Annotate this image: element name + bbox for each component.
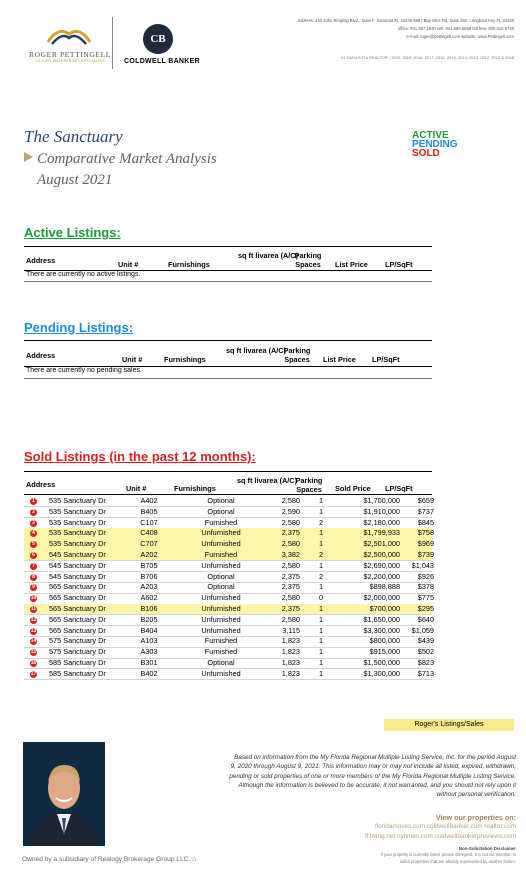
pending-col-parking: Parking Spaces (283, 346, 311, 364)
cell-address: 535 Sanctuary Dr (49, 496, 106, 505)
row-number-badge: 7 (30, 563, 37, 570)
table-row (24, 539, 432, 550)
row-number-badge: 13 (30, 627, 37, 634)
non-solicitation-line1: If your property is currently listed, please disregard. It is not our intention to (380, 852, 516, 857)
table-row (24, 528, 432, 539)
awards-line: #1 SARASOTA REALTOR - 2020, 2019, 2018, 2017, 2016, 2015, 2014, 2013, 2012, 2010 & 2008 (341, 55, 514, 60)
cell-furnishings: Optional (207, 571, 235, 581)
cell-unit: A303 (140, 647, 158, 657)
table-row (24, 593, 432, 604)
ownership-notice (22, 856, 196, 863)
cell-ppsf: $659 (417, 496, 434, 505)
legend-pending: PENDING (412, 139, 458, 150)
cell-sqft: 2,580 (281, 539, 300, 549)
row-number-badge: 12 (30, 616, 37, 623)
contact-address: Address: 443 John Ringling Blvd., Suite F, Sarasota FL 34236 595 | Bay Isles Rd, Suite 250, Longboat Key FL 34228 (297, 18, 514, 23)
pending-bottom-rule (24, 378, 432, 379)
pending-col-furnishings: Furnishings (164, 355, 206, 364)
cell-unit: B301 (140, 658, 158, 667)
cell-ppsf: $739 (417, 550, 434, 559)
active-col-furnishings: Furnishings (168, 260, 210, 269)
cell-ppsf: $737 (417, 506, 434, 516)
active-empty-message: There are currently no active listings. (26, 271, 141, 278)
cell-unit: A103 (140, 636, 158, 646)
sold-col-sold-price: Sold Price (335, 484, 371, 493)
cell-sqft: 2,375 (281, 528, 300, 538)
pending-col-unit: Unit # (122, 355, 143, 364)
row-number-badge: 17 (30, 670, 37, 677)
active-col-list-price: List Price (335, 260, 368, 269)
cell-address: 575 Sanctuary Dr (49, 636, 106, 646)
cell-price: $1,500,000 (363, 658, 400, 667)
cell-unit: B705 (140, 560, 158, 570)
cell-ppsf: $926 (417, 571, 434, 581)
cell-sqft: 1,823 (281, 668, 300, 678)
cell-parking: 1 (318, 647, 324, 657)
active-col-unit: Unit # (118, 260, 139, 269)
cell-unit: B205 (140, 614, 158, 624)
row-number-badge: 5 (30, 541, 37, 548)
row-separator (24, 679, 432, 680)
cell-furnishings: Optional (207, 658, 235, 667)
cell-price: $915,000 (369, 647, 400, 657)
cell-price: $1,910,000 (363, 506, 400, 516)
row-number-badge: 16 (30, 660, 37, 666)
table-row (24, 561, 432, 572)
cell-parking: 1 (318, 658, 324, 667)
brand-tagline: LUXURY WATERFRONT SPECIALIST (35, 59, 105, 63)
row-number-badge: 4 (30, 530, 37, 537)
cell-address: 535 Sanctuary Dr (49, 517, 106, 527)
table-row (24, 604, 432, 615)
contact-phones: office: 941.387.1840 cell: 941.586.6668 toll free: 800.910.8728 (397, 26, 514, 31)
sold-col-parking: Parking Spaces (295, 476, 323, 494)
cell-furnishings: Optional (207, 582, 235, 592)
cell-unit: B106 (140, 604, 158, 613)
pending-empty-message: There are currently no pending sales. (26, 367, 142, 374)
cell-ppsf: $1,043 (411, 560, 434, 570)
cell-ppsf: $1,059 (411, 625, 434, 635)
cell-price: $1,799,933 (363, 528, 400, 538)
cell-furnishings: Unfurnished (201, 614, 241, 624)
cell-sqft: 2,375 (281, 582, 300, 592)
cell-address: 545 Sanctuary Dr (49, 571, 106, 581)
table-row (24, 647, 432, 658)
table-row (24, 626, 432, 637)
agent-portrait-icon (23, 742, 105, 846)
cell-parking: 1 (318, 636, 324, 646)
cell-sqft: 2,580 (281, 614, 300, 624)
row-number-badge: 3 (30, 520, 37, 527)
cell-sqft: 1,823 (281, 647, 300, 657)
cell-furnishings: Furnished (204, 647, 238, 657)
sold-col-sqft: sq ft livarea (A/C) (236, 476, 297, 485)
table-row (24, 518, 432, 529)
cell-parking: 1 (318, 604, 324, 613)
cell-address: 565 Sanctuary Dr (49, 593, 106, 603)
cell-sqft: 1,823 (281, 658, 300, 667)
brand-name: ROGER PETTINGELL (29, 50, 111, 59)
cell-sqft: 2,580 (281, 560, 300, 570)
table-row (24, 615, 432, 626)
cell-parking: 1 (318, 496, 324, 505)
cell-price: $700,000 (369, 604, 400, 613)
rogers-listings-legend: Roger's Listings/Sales (384, 719, 514, 731)
cell-sqft: 1,823 (281, 636, 300, 646)
non-solicitation-title: Non-Solicitation Disclaimer (458, 846, 516, 851)
cell-furnishings: Unfurnished (201, 528, 241, 538)
pending-col-address: Address (26, 351, 56, 360)
triangle-bullet-icon (24, 152, 33, 162)
cell-ppsf: $502 (417, 647, 434, 657)
cell-parking: 1 (318, 506, 324, 516)
equal-housing-icon: ⌂ (192, 856, 197, 863)
legend-sold: SOLD (412, 148, 440, 159)
table-row (24, 636, 432, 647)
row-number-badge: 1 (30, 498, 37, 505)
row-number-badge: 8 (30, 574, 37, 581)
active-bottom-rule (24, 281, 432, 282)
cell-sqft: 2,590 (281, 506, 300, 516)
pending-col-sqft: sq ft livarea (A/C) (225, 346, 286, 355)
cell-unit: A602 (140, 593, 158, 603)
cell-parking: 2 (318, 517, 324, 527)
report-subtitle (24, 151, 217, 168)
table-row (24, 582, 432, 593)
report-subtitle-text: Comparative Market Analysis (37, 151, 217, 167)
cell-unit: B402 (140, 668, 158, 678)
cell-sqft: 2,375 (281, 571, 300, 581)
report-title: The Sanctuary (24, 127, 123, 146)
cell-sqft: 3,115 (282, 625, 300, 635)
cell-parking: 1 (318, 582, 324, 592)
row-number-badge: 14 (30, 638, 37, 645)
mls-disclaimer: Based on information from the My Florida Regional Multiple Listing Service, Inc. for the period August 9, 2020 through August 9, 2021. This information may or may not include all listed, expired, withdrawn, pending or sold properties of one or more members of the My Florida Regional Multiple Listing Service. Although the information is believed to be accurate, it not warranted, and you should not rely upon it without personal verification. (229, 754, 516, 799)
cell-furnishings: Unfurnished (201, 593, 241, 603)
sold-col-address: Address (26, 480, 56, 489)
active-top-rule (24, 246, 432, 247)
cell-price: $1,700,000 (363, 496, 400, 505)
cell-parking: 2 (318, 571, 324, 581)
cell-price: $2,180,000 (363, 517, 400, 527)
cell-address: 585 Sanctuary Dr (49, 668, 106, 678)
cell-unit: C107 (140, 517, 158, 527)
cell-address: 565 Sanctuary Dr (49, 604, 106, 613)
cell-address: 535 Sanctuary Dr (49, 528, 106, 538)
cell-unit: B404 (140, 625, 158, 635)
legend-active: ACTIVE (412, 130, 449, 141)
table-row (24, 572, 432, 583)
cell-parking: 1 (318, 528, 324, 538)
broker-name: COLDWELL BANKER (124, 58, 200, 65)
pending-col-list-price: List Price (323, 355, 356, 364)
property-links-row1[interactable]: floridamoves.com coldwellbanker.com realtor.com (374, 823, 516, 830)
cell-price: $2,200,000 (363, 571, 400, 581)
brand-logo-icon (44, 22, 94, 46)
cell-ppsf: $439 (417, 636, 434, 646)
cell-address: 565 Sanctuary Dr (49, 614, 106, 624)
coldwell-banker-logo-icon: CB (143, 24, 173, 54)
cell-parking: 1 (318, 614, 324, 624)
sold-col-lpsqft: LP/SqFt (385, 484, 413, 493)
cell-furnishings: Furnished (204, 517, 238, 527)
property-links-row2[interactable]: fl.living.net nytimes.com coldwellbankerpreviews.com (365, 833, 516, 840)
report-date: August 2021 (37, 172, 113, 188)
pending-heading: Pending Listings: (24, 320, 134, 335)
cell-price: $2,500,000 (363, 550, 400, 559)
agent-photo (23, 742, 105, 846)
table-row (24, 550, 432, 561)
view-properties-heading: View our properties on: (435, 813, 516, 822)
cell-ppsf: $713 (417, 668, 434, 678)
cell-price: $2,690,000 (363, 560, 400, 570)
cell-address: 545 Sanctuary Dr (49, 560, 106, 570)
cell-price: $800,000 (369, 636, 400, 646)
cell-ppsf: $640 (417, 614, 434, 624)
row-number-badge: 2 (30, 509, 37, 516)
cell-price: $1,300,000 (363, 668, 400, 678)
sold-col-furnishings: Furnishings (174, 484, 216, 493)
cell-address: 575 Sanctuary Dr (49, 647, 106, 657)
cell-furnishings: Optional (207, 496, 235, 505)
cell-address: 585 Sanctuary Dr (49, 658, 106, 667)
sold-header-rule (24, 494, 432, 495)
logo-divider (112, 17, 113, 69)
pending-top-rule (24, 340, 432, 341)
active-heading: Active Listings: (24, 225, 121, 240)
cell-furnishings: Optional (207, 506, 235, 516)
cell-price: $2,501,000 (363, 539, 400, 549)
non-solicitation-text (316, 852, 516, 865)
cell-furnishings: Unfurnished (201, 539, 241, 549)
ownership-text: Owned by a subsidiary of Realogy Brokerage Group LLC. (22, 856, 191, 863)
cell-sqft: 2,375 (281, 604, 300, 613)
cell-unit: C707 (140, 539, 158, 549)
non-solicitation-line2: solicit properties that are already represented by another broker. (399, 858, 516, 864)
cell-ppsf: $378 (417, 582, 434, 592)
cell-price: $1,650,000 (363, 614, 400, 624)
cell-address: 565 Sanctuary Dr (49, 625, 106, 635)
cell-unit: B706 (140, 571, 158, 581)
table-row (24, 669, 432, 680)
cell-unit: A203 (140, 582, 158, 592)
row-number-badge: 11 (30, 606, 37, 612)
table-row (24, 507, 432, 518)
cell-unit: B405 (140, 506, 158, 516)
sold-top-rule (24, 471, 432, 472)
cell-ppsf: $969 (417, 539, 434, 549)
cell-ppsf: $758 (417, 528, 434, 538)
cell-unit: A202 (140, 550, 158, 559)
contact-email: e-mail: roger@pettingell.com website: www.Pettingell.com (406, 34, 514, 39)
cell-address: 545 Sanctuary Dr (49, 550, 106, 559)
cell-furnishings: Unfurnished (201, 560, 241, 570)
cell-parking: 0 (318, 593, 324, 603)
active-col-address: Address (26, 256, 56, 265)
pending-col-lpsqft: LP/SqFt (372, 355, 400, 364)
cell-price: $898,888 (369, 582, 400, 592)
cell-price: $3,300,000 (363, 625, 400, 635)
cell-furnishings: Unfurnished (201, 604, 241, 613)
cell-sqft: 2,580 (281, 517, 300, 527)
cell-ppsf: $845 (417, 517, 434, 527)
cell-ppsf: $823 (417, 658, 434, 667)
cell-parking: 1 (318, 625, 324, 635)
table-row (24, 658, 432, 669)
cell-furnishings: Furnished (204, 550, 238, 559)
cell-unit: A402 (140, 496, 158, 505)
cell-sqft: 2,580 (281, 593, 300, 603)
cell-furnishings: Furnished (204, 636, 238, 646)
active-col-parking: Parking Spaces (294, 251, 322, 269)
active-col-sqft: sq ft livarea (A/C) (237, 251, 298, 260)
cell-sqft: 3,382 (281, 550, 300, 559)
cell-parking: 1 (318, 668, 324, 678)
cell-unit: C408 (140, 528, 158, 538)
cell-parking: 1 (318, 560, 324, 570)
cell-price: $2,000,000 (363, 593, 400, 603)
cell-furnishings: Unfurnished (201, 668, 241, 678)
cell-address: 535 Sanctuary Dr (49, 506, 106, 516)
cell-parking: 2 (318, 550, 324, 559)
cell-parking: 1 (318, 539, 324, 549)
cell-furnishings: Unfurnished (201, 625, 241, 635)
row-number-badge: 10 (30, 595, 37, 602)
cell-ppsf: $775 (417, 593, 434, 603)
cell-ppsf: $295 (417, 604, 434, 613)
sold-col-unit: Unit # (126, 484, 147, 493)
row-number-badge: 9 (30, 584, 37, 591)
row-number-badge: 15 (30, 649, 37, 656)
cell-address: 565 Sanctuary Dr (49, 582, 106, 592)
cell-sqft: 2,580 (281, 496, 300, 505)
sold-heading: Sold Listings (in the past 12 months): (24, 449, 256, 464)
row-number-badge: 6 (30, 552, 37, 559)
cell-address: 535 Sanctuary Dr (49, 539, 106, 549)
table-row (24, 496, 432, 507)
active-col-lpsqft: LP/SqFt (385, 260, 413, 269)
